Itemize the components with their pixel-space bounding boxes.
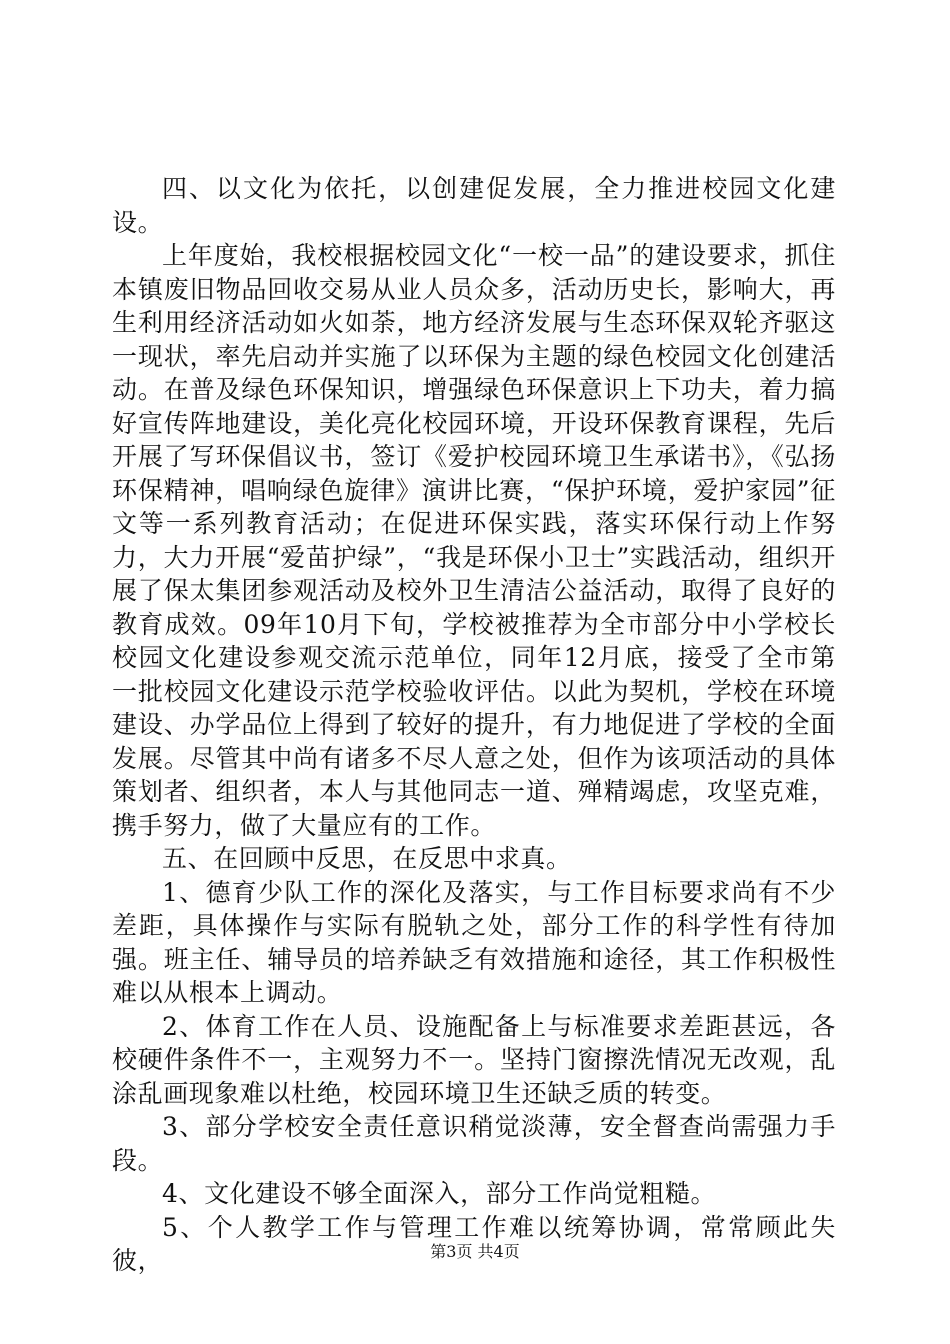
document-body <box>112 172 836 1278</box>
paragraph-item-2: 2、体育工作在人员、设施配备上与标准要求差距甚远，各校硬件条件不一，主观努力不一。坚持门窗擦洗情况无改观，乱涂乱画现象难以杜绝，校园环境卫生还缺乏质的转变。 <box>112 1011 836 1108</box>
paragraph-heading-4: 四、以文化为依托，以创建促发展，全力推进校园文化建设。 <box>112 174 836 237</box>
page-number-footer: 第3页 共4页 <box>430 1242 520 1261</box>
paragraph-heading-5: 五、在回顾中反思，在反思中求真。 <box>162 844 572 873</box>
paragraph-item-3: 3、部分学校安全责任意识稍觉淡薄，安全督查尚需强力手段。 <box>112 1112 836 1175</box>
paragraph-culture-construction: 上年度始，我校根据校园文化“一校一品”的建设要求，抓住本镇废旧物品回收交易从业人员众多，活动历史长，影响大，再生利用经济活动如火如荼，地方经济发展与生态环保双轮齐驱这一现状，率先启动并实施了以环保为主题的绿色校园文化创建活动。在普及绿色环保知识，增强绿色环保意识上下功夫，着力搞好宣传阵地建设，美化亮化校园环境，开设环保教育课程，先后开展了写环保倡议书，签订《爱护校园环境卫生承诺书》，《弘扬环保精神，唱响绿色旋律》演讲比赛，“保护环境，爱护家园”征文等一系列教育活动；在促进环保实践，落实环保行动上作努力，大力开展“爱苗护绿”，“我是环保小卫士”实践活动，组织开展了保太集团参观活动及校外卫生清洁公益活动，取得了良好的教育成效。09年10月下旬，学校被推荐为全市部分中小学校长校园文化建设参观交流示范单位，同年12月底，接受了全市第一批校园文化建设示范学校验收评估。以此为契机，学校在环境建设、办学品位上得到了较好的提升，有力地促进了学校的全面发展。尽管其中尚有诸多不尽人意之处，但作为该项活动的具体策划者、组织者，本人与其他同志一道、殚精竭虑，攻坚克难，携手努力，做了大量应有的工作。 <box>112 241 836 840</box>
paragraph-item-4: 4、文化建设不够全面深入，部分工作尚觉粗糙。 <box>162 1179 717 1208</box>
paragraph-item-5: 5、个人教学工作与管理工作难以统筹协调，常常顾此失彼， <box>112 1212 836 1275</box>
paragraph-item-1: 1、德育少队工作的深化及落实，与工作目标要求尚有不少差距，具体操作与实际有脱轨之处，部分工作的科学性有待加强。班主任、辅导员的培养缺乏有效措施和途径，其工作积极性难以从根本上调动。 <box>112 877 836 1007</box>
